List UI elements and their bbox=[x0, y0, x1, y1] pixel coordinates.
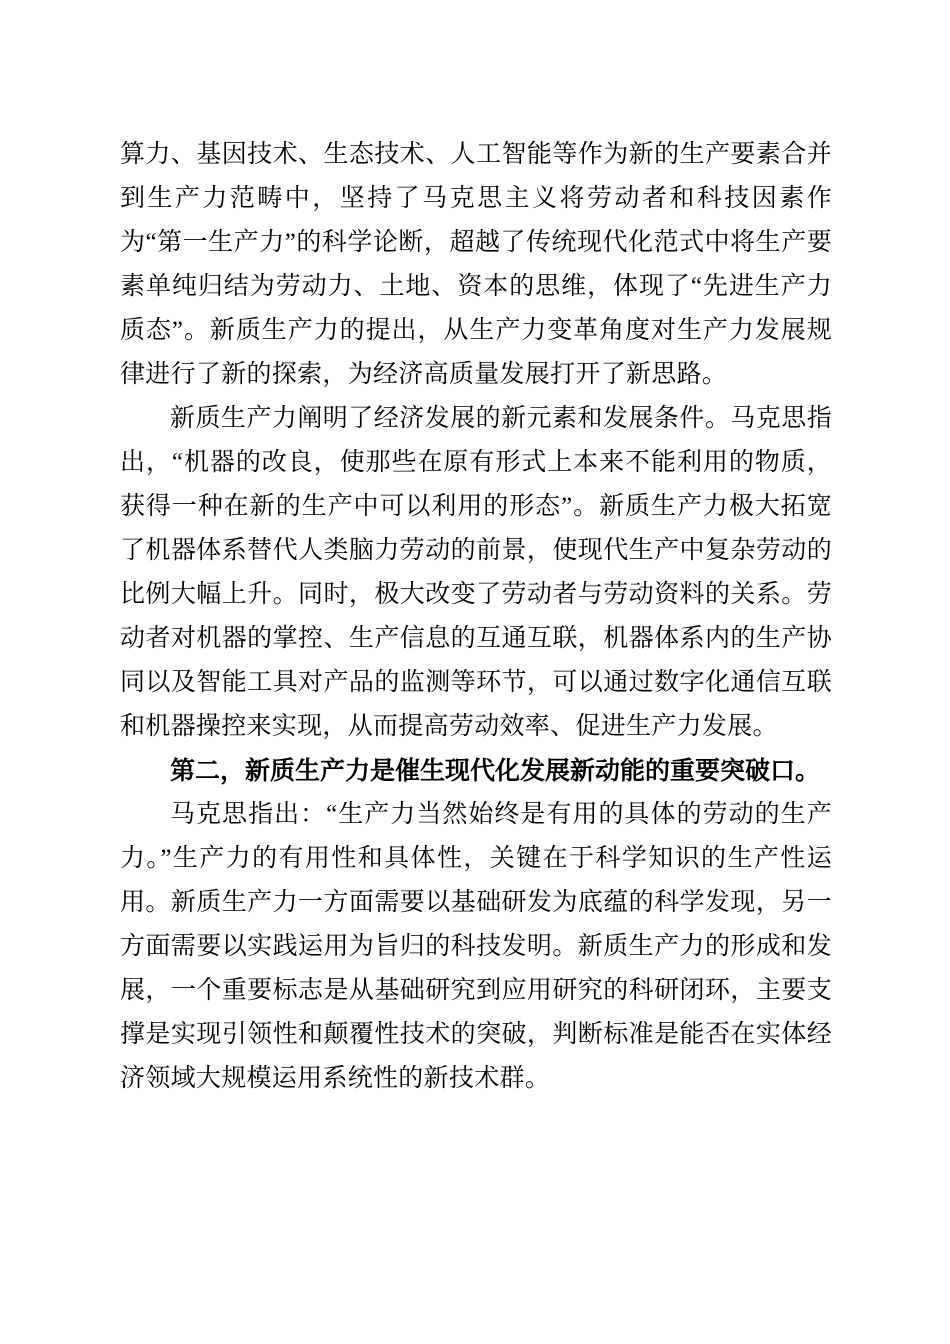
paragraph-body: 马克思指出：“生产力当然始终是有用的具体的劳动的生产力。”生产力的有用性和具体性，关键在于科学知识的生产性运用。新质生产力一方面需要以基础研发为底蕴的科学发现，另一方面需要以实践运用为旨归的科技发明。新质生产力的形成和发展，一个重要标志是从基础研究到应用研究的科研闭环，主要支撑是实现引领性和颠覆性技术的突破，判断标准是能否在实体经济领域大规模运用系统性的新技术群。 bbox=[120, 801, 832, 1092]
paragraph-body: 新质生产力阐明了经济发展的新元素和发展条件。马克思指出，“机器的改良，使那些在原有形式上本来不能利用的物质，获得一种在新的生产中可以利用的形态”。新质生产力极大拓宽了机器体系替代人类脑力劳动的前景，使现代生产中复杂劳动的比例大幅上升。同时，极大改变了劳动者与劳动资料的关系。劳动者对机器的掌控、生产信息的互通互联，机器体系内的生产协同以及智能工具对产品的监测等环节，可以通过数字化通信互联和机器操控来实现，从而提高劳动效率、促进生产力发展。 bbox=[120, 405, 832, 740]
document-text-block bbox=[120, 133, 832, 1101]
paragraph-continuation: 算力、基因技术、生态技术、人工智能等作为新的生产要素合并到生产力范畴中，坚持了马克思主义将劳动者和科技因素作为“第一生产力”的科学论断，超越了传统现代化范式中将生产要素单纯归结为劳动力、土地、资本的思维，体现了“先进生产力质态”。新质生产力的提出，从生产力变革角度对生产力发展规律进行了新的探索，为经济高质量发展打开了新思路。 bbox=[120, 141, 832, 388]
paragraph-heading-second-point: 第二，新质生产力是催生现代化发展新动能的重要突破口。 bbox=[170, 757, 821, 785]
